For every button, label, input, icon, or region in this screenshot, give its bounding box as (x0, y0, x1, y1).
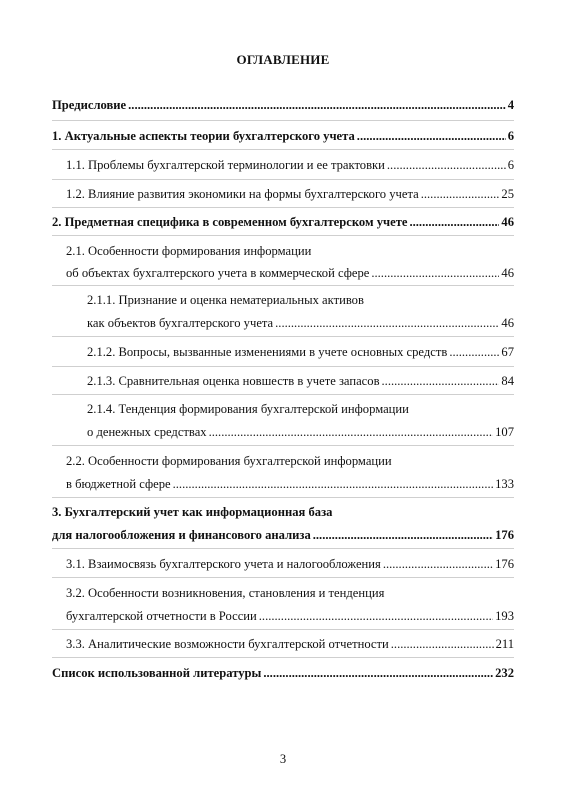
toc-entry-chapter-3-line1: 3. Бухгалтерский учет как информационная база (52, 505, 333, 519)
divider (52, 149, 514, 150)
toc-entry-text: об объектах бухгалтерского учета в коммерческой сфере (66, 266, 370, 280)
divider (52, 548, 514, 549)
divider (52, 629, 514, 630)
toc-entry-section-1-1[interactable] (66, 157, 514, 173)
toc-entry-text: для налогообложения и финансового анализа (52, 528, 311, 542)
toc-entry-text: в бюджетной сфере (66, 477, 171, 491)
toc-entry-section-2-1-1[interactable] (87, 315, 514, 331)
toc-entry-page: 46 (501, 266, 514, 280)
leader-dots (275, 315, 499, 331)
toc-entry-text: 1.2. Влияние развития экономики на формы бухгалтерского учета (66, 187, 419, 201)
toc-entry-section-3-1[interactable] (66, 556, 514, 572)
divider (52, 657, 514, 658)
divider (52, 235, 514, 236)
toc-entry-section-3-2[interactable] (66, 608, 514, 624)
toc-entry-text: 1. Актуальные аспекты теории бухгалтерского учета (52, 129, 355, 143)
toc-entry-section-2-1-3[interactable] (87, 373, 514, 389)
toc-entry-text: Список использованной литературы (52, 666, 262, 680)
leader-dots (387, 157, 506, 173)
toc-entry-text: о денежных средствах (87, 425, 207, 439)
toc-entry-text: Предисловие (52, 98, 127, 112)
toc-entry-text: бухгалтерской отчетности в России (66, 609, 257, 623)
leader-dots (128, 97, 506, 113)
leader-dots (382, 373, 500, 389)
leader-dots (313, 527, 493, 543)
leader-dots (421, 186, 500, 202)
toc-entry-page: 67 (501, 345, 514, 359)
toc-entry-page: 46 (501, 215, 514, 229)
toc-entry-chapter-3[interactable] (52, 527, 514, 543)
divider (52, 577, 514, 578)
toc-entry-section-3-3[interactable] (66, 636, 514, 652)
leader-dots (357, 128, 506, 144)
toc-entry-page: 84 (501, 374, 514, 388)
leader-dots (173, 476, 493, 492)
toc-entry-page: 6 (507, 129, 514, 143)
toc-entry-section-1-2[interactable] (66, 186, 514, 202)
toc-entry-text: 2. Предметная специфика в современном бухгалтерском учете (52, 215, 408, 229)
toc-entry-chapter-1[interactable] (52, 128, 514, 144)
divider (52, 285, 514, 286)
toc-entry-page: 232 (495, 666, 514, 680)
toc-entry-text: 3.1. Взаимосвязь бухгалтерского учета и налогообложения (66, 557, 381, 571)
toc-entry-text: 3.3. Аналитические возможности бухгалтерской отчетности (66, 637, 389, 651)
leader-dots (391, 636, 494, 652)
toc-entry-page: 4 (507, 98, 514, 112)
toc-entry-page: 211 (495, 637, 514, 651)
divider (52, 120, 514, 121)
toc-entry-section-2-1-2[interactable] (87, 344, 514, 360)
leader-dots (449, 344, 499, 360)
toc-title: ОГЛАВЛЕНИЕ (236, 52, 330, 67)
toc-entry-text: как объектов бухгалтерского учета (87, 316, 274, 330)
divider (52, 179, 514, 180)
toc-entry-page: 176 (495, 557, 514, 571)
page-number: 3 (279, 752, 287, 766)
leader-dots (371, 265, 499, 281)
divider (52, 366, 514, 367)
toc-entry-page: 25 (501, 187, 514, 201)
toc-entry-section-2-2[interactable] (66, 476, 514, 492)
toc-entry-bibliography[interactable] (52, 665, 514, 681)
divider (52, 207, 514, 208)
toc-entry-text: 2.1.3. Сравнительная оценка новшеств в учете запасов (87, 374, 380, 388)
toc-entry-page: 133 (495, 477, 514, 491)
toc-entry-preface[interactable] (52, 97, 514, 113)
toc-entry-section-2-1-line1: 2.1. Особенности формирования информации (66, 244, 312, 258)
toc-entry-page: 176 (495, 528, 514, 542)
toc-entry-section-2-1-4[interactable] (87, 424, 514, 440)
leader-dots (259, 608, 493, 624)
leader-dots (409, 214, 499, 230)
leader-dots (209, 424, 494, 440)
toc-entry-text: 1.1. Проблемы бухгалтерской терминологии и ее трактовки (66, 158, 385, 172)
leader-dots (383, 556, 493, 572)
divider (52, 336, 514, 337)
toc-entry-section-3-2-line1: 3.2. Особенности возникновения, становления и тенденция (66, 586, 385, 600)
toc-entry-section-2-1-4-line1: 2.1.4. Тенденция формирования бухгалтерской информации (87, 402, 409, 416)
divider (52, 497, 514, 498)
toc-entry-page: 193 (495, 609, 514, 623)
divider (52, 394, 514, 395)
toc-entry-section-2-2-line1: 2.2. Особенности формирования бухгалтерской информации (66, 454, 392, 468)
toc-entry-page: 46 (501, 316, 514, 330)
toc-entry-text: 2.1.2. Вопросы, вызванные изменениями в учете основных средств (87, 345, 448, 359)
toc-entry-section-2-1-1-line1: 2.1.1. Признание и оценка нематериальных активов (87, 293, 364, 307)
toc-entry-page: 107 (495, 425, 514, 439)
divider (52, 445, 514, 446)
toc-entry-chapter-2[interactable] (52, 214, 514, 230)
toc-entry-page: 6 (507, 158, 514, 172)
leader-dots (263, 665, 493, 681)
toc-entry-section-2-1[interactable] (66, 265, 514, 281)
